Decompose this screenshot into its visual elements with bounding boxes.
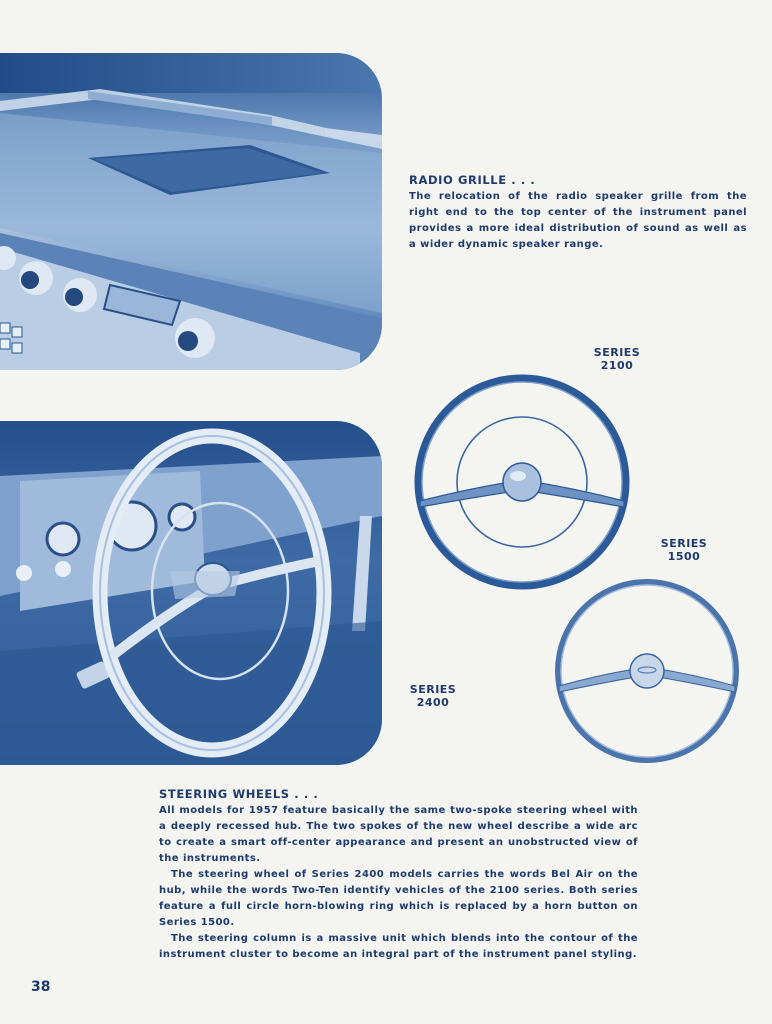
radio-grille-photo bbox=[0, 53, 382, 370]
radio-grille-paragraph: The relocation of the radio speaker grille from the right end to the top center of the instrument panel provides a more ideal distribution of sound as well as a wider dynamic speaker range. bbox=[409, 191, 747, 250]
series-2100-label-line1: SERIES bbox=[593, 346, 641, 359]
steering-paragraph-3: The steering column is a massive unit which blends into the contour of the instrument cluster to become an integral part of the instrument panel styling. bbox=[159, 933, 638, 960]
series-2400-label-line1: SERIES bbox=[409, 683, 457, 696]
dashboard-image bbox=[0, 53, 382, 370]
interior-image bbox=[0, 421, 382, 765]
series-1500-label-line1: SERIES bbox=[660, 537, 708, 550]
page-number: 38 bbox=[31, 979, 51, 995]
series-1500-label-line2: 1500 bbox=[667, 550, 701, 563]
steering-wheel-interior-photo bbox=[0, 421, 382, 765]
series-2100-label-line2: 2100 bbox=[600, 359, 634, 372]
series-1500-steering-wheel-illustration bbox=[551, 575, 743, 767]
series-2100-steering-wheel-illustration bbox=[410, 370, 634, 594]
series-2400-label bbox=[406, 683, 460, 709]
series-1500-label bbox=[657, 537, 711, 563]
series-2400-label-line2: 2400 bbox=[416, 696, 450, 709]
steering-wheels-section bbox=[159, 787, 638, 963]
radio-grille-heading: RADIO GRILLE . . . bbox=[409, 173, 536, 187]
steering-wheels-heading: STEERING WHEELS . . . bbox=[159, 787, 319, 801]
steering-paragraph-1: All models for 1957 feature basically the same two-spoke steering wheel with a deeply recessed hub. The two spokes of the new wheel describe a wide arc to create a smart off-center appearance and present an unobstructed view of the instruments. bbox=[159, 805, 638, 864]
series-2100-label bbox=[590, 346, 644, 372]
steering-paragraph-2: The steering wheel of Series 2400 models carries the words Bel Air on the hub, while the words Two-Ten identify vehicles of the 2100 series. Both series feature a full circle horn-blowing ring which is replaced by a horn button on Series 1500. bbox=[159, 869, 638, 928]
radio-grille-section bbox=[409, 173, 747, 253]
